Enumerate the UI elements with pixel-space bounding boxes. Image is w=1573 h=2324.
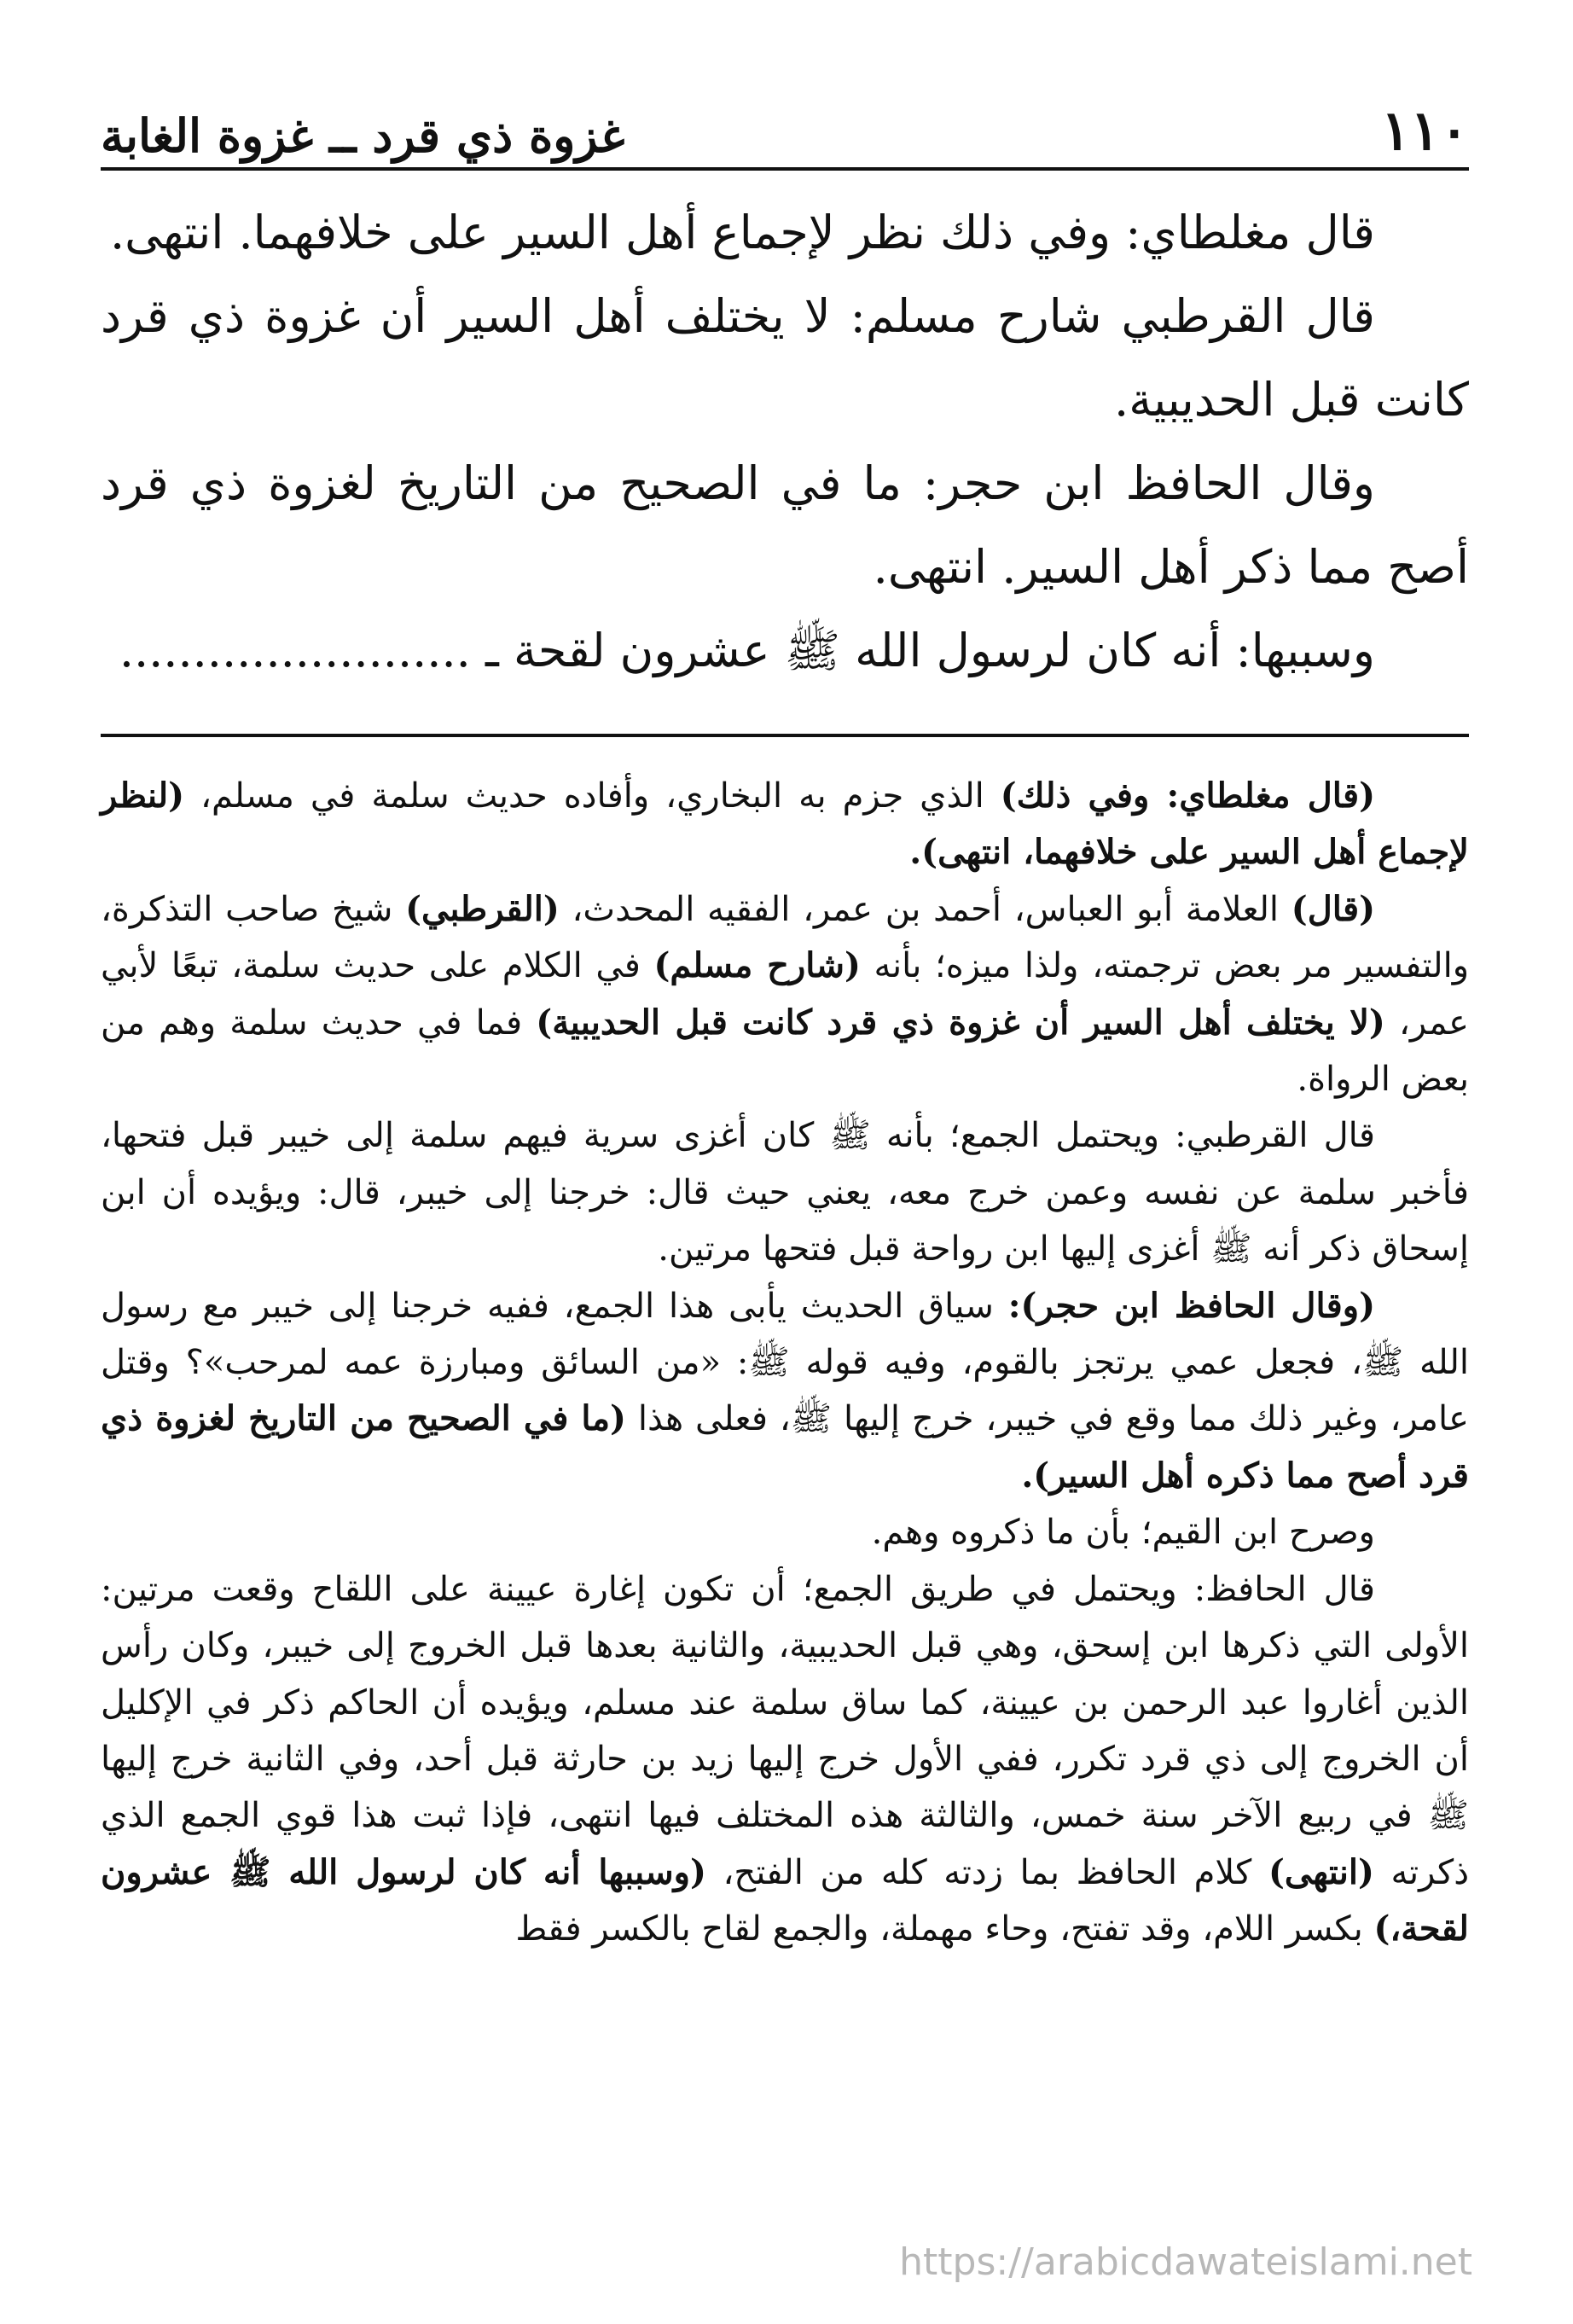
commentary-text: قال الحافظ: ويحتمل في طريق الجمع؛ أن تكون إغارة عيينة على اللقاح وقعت مرتين: الأولى التي ذكرها ابن إسحق، وهي قبل الحديبية، والثانية بعدها قبل الخروج إلى خيبر، وكان رأس الذين أغاروا عبد الرحمن بن عيينة، كما ساق سلمة عند مسلم، ويؤيده أن الحاكم ذكر في الإكليل أن الخروج إلى ذي قرد تكرر، ففي الأول خرج إليها زيد بن حارثة قبل أحد، وفي الثانية خرج إليها ﷺ في ربيع الآخر سنة خمس، والثالثة هذه المختلف فيها انتهى، فإذا ثبت هذا قوي الجمع الذي ذكرته [101, 1569, 1470, 1892]
commentary-text: العلامة أبو العباس، أحمد بن عمر، الفقيه المحدث، [559, 889, 1291, 929]
quoted-text: (لنظر لإجماع أهل السير على خلافهما، انتهى). [101, 776, 1469, 873]
quoted-text: (القرطبي) [405, 888, 560, 929]
main-paragraph-text: وسببها: أنه كان لرسول الله ﷺ عشرون لقحة ـ [485, 624, 1375, 677]
quoted-text: (لا يختلف أهل السير أن غزوة ذي قرد كانت قبل الحديبية) [536, 1002, 1385, 1043]
commentary-paragraph [101, 768, 1469, 881]
commentary-text: بكسر اللام، وقد تفتح، وحاء مهملة، والجمع لقاح بالكسر فقط [515, 1909, 1374, 1949]
main-paragraph [101, 609, 1469, 693]
commentary-paragraph [101, 1278, 1469, 1505]
page-header [101, 82, 1469, 163]
main-text [101, 191, 1469, 693]
commentary-paragraph [101, 1561, 1469, 1958]
commentary-text: كلام الحافظ بما زدته كله من الفتح، [705, 1852, 1268, 1892]
commentary-text: شيخ صاحب التذكرة، والتفسير مر بعض ترجمته، ولذا ميزه؛ بأنه [101, 889, 1470, 986]
page-number: ١١٠ [1380, 99, 1469, 163]
commentary-text: الذي جزم به البخاري، وأفاده حديث سلمة في مسلم، [184, 776, 1001, 816]
commentary-text: وصرح ابن القيم؛ بأن ما ذكروه وهم. [871, 1513, 1375, 1553]
quoted-text: (قال) [1291, 888, 1375, 929]
header-rule [101, 167, 1469, 171]
commentary-text: فما في حديث سلمة وهم من بعض الرواة. [101, 1002, 1469, 1100]
main-paragraph: قال القرطبي شارح مسلم: لا يختلف أهل السير أن غزوة ذي قرد كانت قبل الحديبية. [101, 289, 1469, 427]
quoted-text: (وقال الحافظ ابن حجر): [1007, 1285, 1375, 1326]
running-title: غزوة ذي قرد ــ غزوة الغابة [101, 108, 625, 163]
quoted-text: (ما في الصحيح من التاريخ لغزوة ذي قرد أصح مما ذكره أهل السير). [101, 1398, 1469, 1496]
main-paragraph: قال مغلطاي: وفي ذلك نظر لإجماع أهل السير على خلافهما. انتهى. [109, 206, 1375, 259]
commentary-text: سياق الحديث يأبى هذا الجمع، ففيه خرجنا إلى خيبر مع رسول الله ﷺ، فجعل عمي يرتجز بالقوم، وفيه قوله ﷺ: «من السائق ومبارزة عمه لمرحب»؟ وقتل عامر، وغير ذلك مما وقع في خيبر، خرج إليها ﷺ، فعلى هذا [101, 1286, 1470, 1439]
commentary-paragraph [101, 1107, 1469, 1277]
quoted-text: (وسببها أنه كان لرسول الله ﷺ عشرون لقحة،) [101, 1851, 1469, 1949]
section-divider [101, 734, 1469, 737]
watermark-url: https://arabicdawateislami.net [899, 2240, 1472, 2284]
quoted-text: (شارح مسلم) [653, 945, 861, 986]
commentary-paragraph [101, 1504, 1469, 1560]
quoted-text: (انتهى) [1268, 1851, 1374, 1892]
quoted-text: (قال مغلطاي: وفي ذلك) [1000, 776, 1375, 816]
commentary-text: في الكلام على حديث سلمة، تبعًا لأبي عمر، [101, 946, 1469, 1043]
continuation-dots: ........................ [119, 624, 471, 677]
commentary-paragraph [101, 881, 1469, 1108]
commentary-section [101, 768, 1469, 1958]
commentary-text: قال القرطبي: ويحتمل الجمع؛ بأنه ﷺ كان أغزى سرية فيهم سلمة إلى خيبر قبل فتحها، فأخبر سلمة عن نفسه وعمن خرج معه، يعني حيث قال: خرجنا إلى خيبر، قال: ويؤيده أن ابن إسحاق ذكر أنه ﷺ أغزى إليها ابن رواحة قبل فتحها مرتين. [101, 1116, 1469, 1269]
main-paragraph: وقال الحافظ ابن حجر: ما في الصحيح من التاريخ لغزوة ذي قرد أصح مما ذكر أهل السير. انتهى. [101, 456, 1469, 594]
